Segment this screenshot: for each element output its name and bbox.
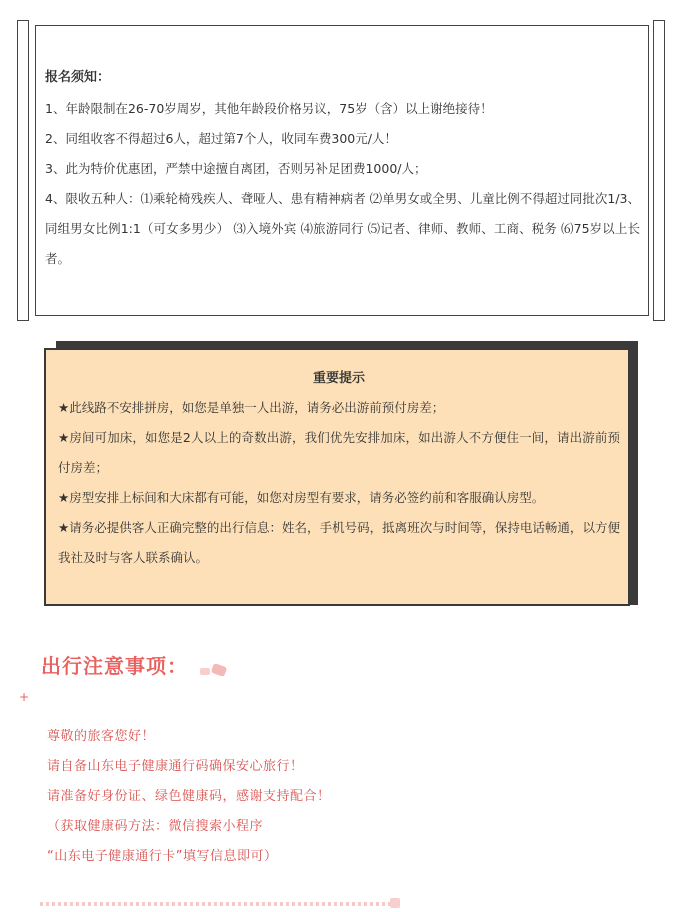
bottom-dotted-divider	[40, 902, 400, 906]
travel-note-line: 请准备好身份证、绿色健康码，感谢支持配合！	[47, 789, 331, 804]
notice-item: 3、此为特价优惠团，严禁中途擅自离团，否则另补足团费1000/人；	[45, 161, 427, 176]
notice-item: 4、限收五种人：⑴乘轮椅残疾人、聋哑人、患有精神病者 ⑵单男女或全男、儿童比例不得超过同批次1/3、同组男女比例1:1（可女多男少） ⑶入境外宾 ⑷旅游同行 ⑸记者、律师、教师、工商、税务 ⑹75岁以上长者。	[45, 191, 640, 266]
left-frame-bracket	[17, 20, 29, 321]
heading-decoration-icon	[200, 664, 228, 676]
notice-item: 2、同组收客不得超过6人，超过第7个人，收同车费300元/人！	[45, 131, 397, 146]
tip-item: ★请务必提供客人正确完整的出行信息：姓名，手机号码，抵离班次与时间等，保持电话畅通，以方便我社及时与客人联系确认。	[58, 520, 620, 565]
travel-note-line: “山东电子健康通行卡”填写信息即可）	[47, 849, 278, 864]
registration-notice-title: 报名须知：	[45, 70, 111, 85]
tip-item: ★此线路不安排拼房，如您是单独一人出游，请务必出游前预付房差；	[58, 400, 445, 415]
travel-note-line: 请自备山东电子健康通行码确保安心旅行！	[47, 759, 304, 774]
notice-item: 1、年龄限制在26-70岁周岁，其他年龄段价格另议，75岁（含）以上谢绝接待！	[45, 101, 493, 116]
travel-note-line: （获取健康码方法：微信搜索小程序	[47, 819, 264, 834]
tip-item: ★房型安排上标间和大床都有可能，如您对房型有要求，请务必签约前和客服确认房型。	[58, 490, 545, 505]
travel-note-line: 尊敬的旅客您好！	[47, 729, 156, 744]
bottom-decoration-dot	[390, 898, 400, 908]
right-frame-bracket	[653, 20, 665, 321]
important-tips-title: 重要提示	[312, 371, 365, 386]
plus-mark: +	[19, 690, 30, 704]
registration-notice-box	[35, 25, 649, 316]
tip-item: ★房间可加床，如您是2人以上的奇数出游，我们优先安排加床，如出游人不方便住一间，请出游前预付房差；	[58, 430, 620, 475]
important-tips-box	[44, 348, 630, 606]
travel-notes-heading: 出行注意事项：	[41, 654, 188, 678]
